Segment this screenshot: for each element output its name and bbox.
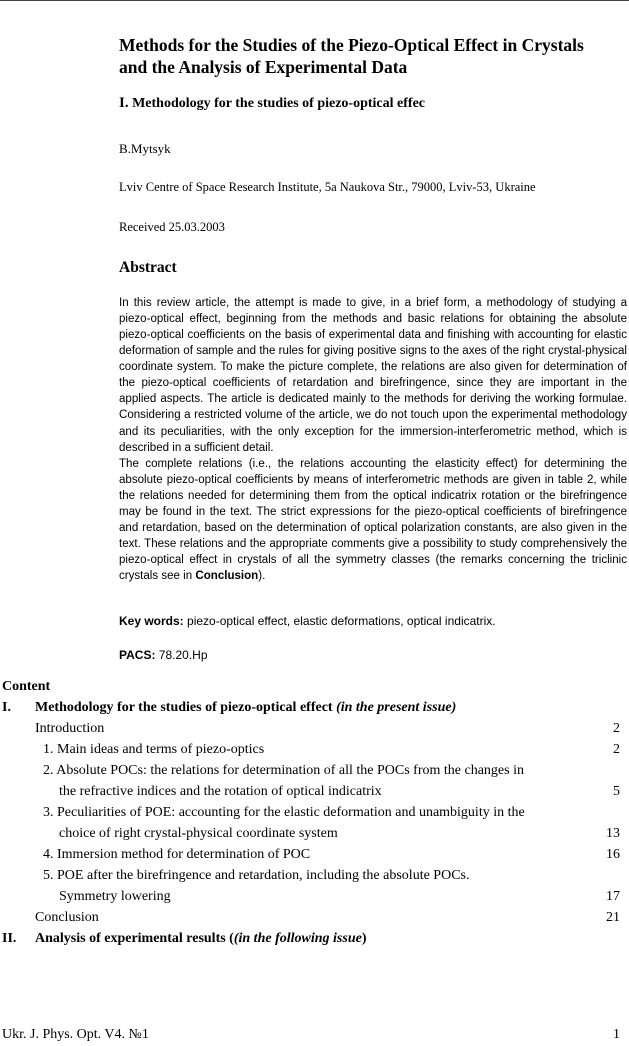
- toc-item-3: 3. Peculiarities of POE: accounting for the elastic deformation and unambiguity in the: [43, 805, 525, 820]
- part-title: Methodology for the studies of piezo-optical effec: [132, 96, 425, 111]
- keywords: [119, 614, 496, 628]
- issue-number: 1: [141, 1027, 149, 1042]
- toc-item-2-cont: the refractive indices and the rotation of optical indicatrix: [59, 784, 382, 799]
- journal-name: Ukr. J. Phys. Opt. V4.: [2, 1027, 129, 1042]
- abstract-paragraph: [119, 456, 627, 585]
- toc-page-conclusion: 21: [606, 910, 620, 925]
- toc-page-3: 13: [606, 826, 620, 841]
- toc-item-3-cont: choice of right crystal-physical coordinate system: [59, 826, 338, 841]
- affiliation: Lviv Centre of Space Research Institute, 5a Naukova Str., 79000, Lviv-53, Ukraine: [119, 180, 536, 194]
- toc-heading: Content: [2, 679, 51, 694]
- toc-page-2: 5: [613, 784, 620, 799]
- toc-item-2: 2. Absolute POCs: the relations for determination of all the POCs from the changes in: [43, 763, 524, 778]
- toc-item-1: 1. Main ideas and terms of piezo-optics: [43, 742, 265, 757]
- abstract-text: The complete relations (i.e., the relations accounting the elasticity effect) for determining the absolute piezo-optical coefficients by means of interferometric methods are given in table 2, while the relations needed for determining them from the optical indicatrix rotation or the birefringence may be found in the text. The strict expressions for the piezo-optical coefficients of birefringence and retardation, based on the determination of optical polarization constants, are also given in the text. These relations and the appropriate comments give a possibility to study comprehensively the piezo-optical effect in crystals of all the symmetry classes (the remarks concerning the triclinic crystals see in: [119, 457, 627, 583]
- keywords-text: piezo-optical effect, elastic deformations, optical indicatrix.: [183, 614, 496, 628]
- toc-part2-number: II.: [2, 931, 17, 946]
- toc-part2-end: ): [361, 931, 367, 946]
- toc-page-introduction: 2: [613, 721, 620, 736]
- top-rule: [0, 0, 629, 1]
- toc-part1-note: (in the present issue): [336, 700, 457, 715]
- abstract-body: [119, 295, 627, 584]
- keywords-label: Key words:: [119, 614, 184, 628]
- toc-item-introduction: Introduction: [35, 721, 105, 736]
- toc-part1-title: Methodology for the studies of piezo-optical effect: [35, 700, 337, 715]
- toc-part1-number: I.: [2, 700, 11, 715]
- pacs: [119, 648, 208, 662]
- abstract-heading: Abstract: [119, 259, 177, 276]
- toc-page-4: 16: [606, 847, 620, 862]
- part-number: I.: [119, 95, 129, 111]
- received-date: Received 25.03.2003: [119, 220, 225, 234]
- toc-part2: [35, 931, 366, 947]
- toc-part2-title: Analysis of experimental results (: [35, 931, 234, 946]
- part-heading: [119, 95, 425, 112]
- pacs-text: 78.20.Hp: [155, 648, 208, 662]
- abstract-paragraph: In this review article, the attempt is made to give, in a brief form, a methodology of studying a piezo-optical effect, beginning from the methods and basic relations for obtaining the absolute piezo-optical coefficients on the basis of experimental data and finishing with accounting for elastic deformation of sample and the rules for giving positive signs to the axes of the right crystal-physical coordinate system. To make the picture complete, the relations are also given for determination of the piezo-optical coefficients of retardation and birefringence, since they are important in the applied aspects. The article is dedicated mainly to the methods for deriving the working formulae. Considering a restricted volume of the article, we do not touch upon the experimental methodology and its peculiarities, with the only exception for the immersion-interferometric method, which is described in a sufficient detail.: [119, 297, 627, 454]
- paper-title: Methods for the Studies of the Piezo-Optical Effect in Crystals and the Analysis of Experimental Data: [119, 35, 584, 77]
- abstract-text-end: ).: [258, 570, 266, 583]
- toc-part1: [35, 700, 456, 716]
- toc-page-1: 2: [613, 742, 620, 757]
- conclusion-ref: Conclusion: [195, 570, 259, 583]
- toc-page-5: 17: [606, 889, 620, 904]
- toc-item-5: 5. POE after the birefringence and retardation, including the absolute POCs.: [43, 868, 470, 883]
- toc-item-conclusion: Conclusion: [35, 910, 99, 925]
- page-number: 1: [613, 1027, 620, 1042]
- issue-sign: №: [128, 1027, 142, 1042]
- toc-item-5-cont: Symmetry lowering: [59, 889, 171, 904]
- toc-item-4: 4. Immersion method for determination of POC: [43, 847, 311, 862]
- footer-journal: [2, 1027, 149, 1043]
- pacs-label: PACS:: [119, 648, 156, 662]
- toc-part2-note: (in the following issue: [233, 931, 362, 946]
- author: B.Mytsyk: [119, 141, 171, 156]
